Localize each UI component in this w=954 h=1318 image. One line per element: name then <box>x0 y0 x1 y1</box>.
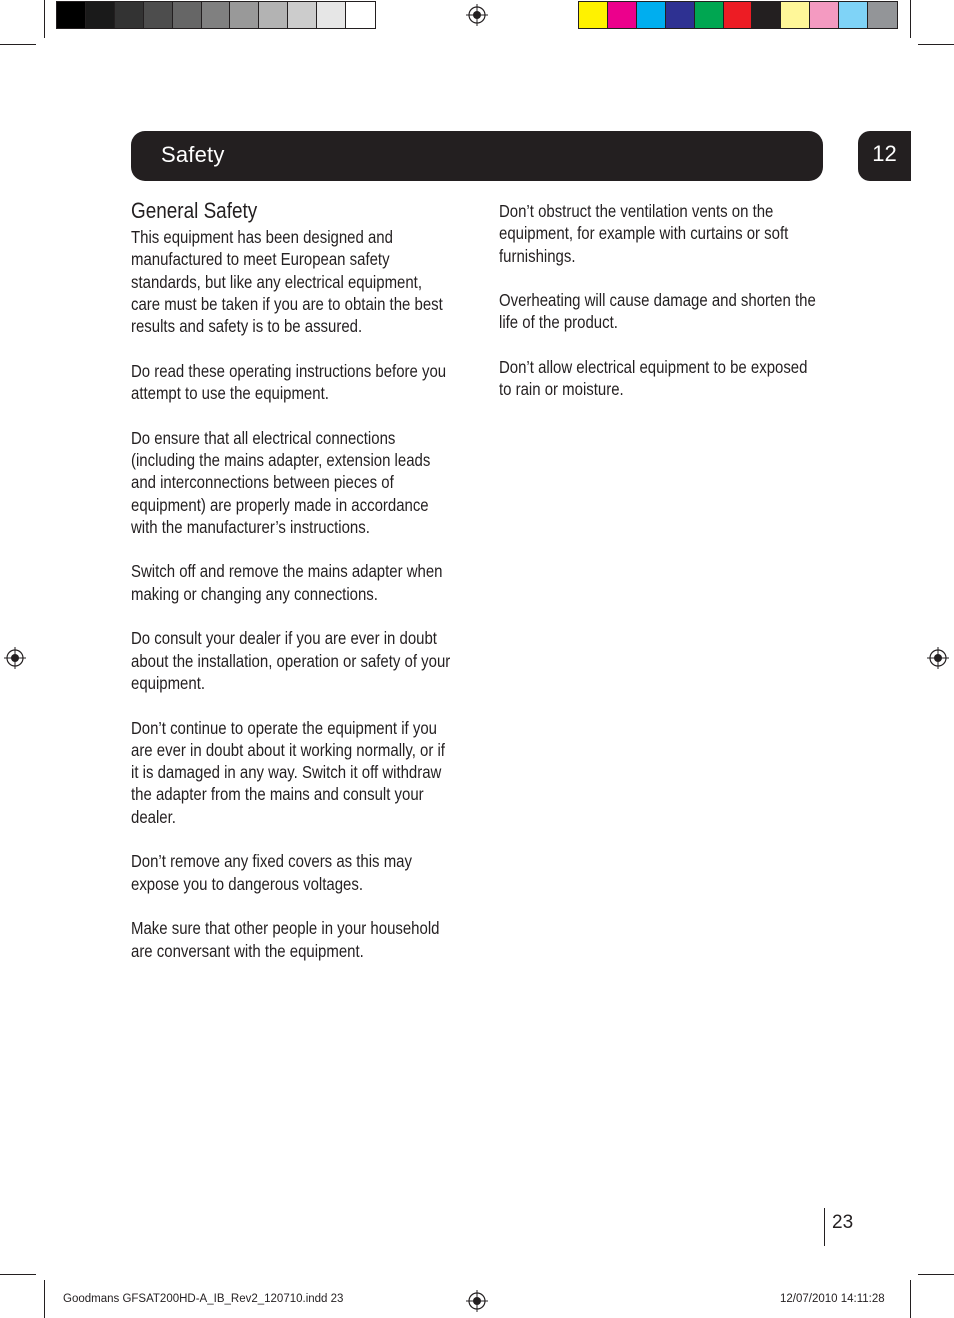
crop-mark <box>918 44 954 45</box>
color-swatch <box>781 2 810 28</box>
paragraph: Make sure that other people in your household are conversant with the equipment. <box>131 918 440 961</box>
paragraph: Don’t allow electrical equipment to be exposed to rain or moisture. <box>499 357 808 400</box>
crop-mark <box>44 1280 45 1318</box>
color-swatch <box>608 2 637 28</box>
chapter-number: 12 <box>872 141 897 166</box>
crop-mark <box>0 44 36 45</box>
color-swatch <box>86 2 115 28</box>
grayscale-color-bar <box>56 1 376 29</box>
registration-mark-icon <box>466 1290 488 1312</box>
crop-mark <box>44 0 45 38</box>
crop-mark <box>910 1280 911 1318</box>
color-swatch <box>230 2 259 28</box>
chapter-tab <box>858 131 911 181</box>
page-number: 23 <box>832 1212 854 1233</box>
paragraph: Don’t remove any fixed covers as this may expose you to dangerous voltages. <box>131 851 412 894</box>
page-number-rule <box>824 1208 825 1246</box>
crop-mark <box>918 1274 954 1275</box>
color-swatch <box>144 2 173 28</box>
color-swatch <box>317 2 346 28</box>
paragraph: Don’t obstruct the ventilation vents on the equipment, for example with curtains or soft furnishings. <box>499 201 789 266</box>
color-swatch <box>115 2 144 28</box>
color-swatch <box>346 2 375 28</box>
color-swatch <box>57 2 86 28</box>
color-swatch <box>752 2 781 28</box>
registration-mark-icon <box>927 647 949 669</box>
color-swatch <box>839 2 868 28</box>
color-swatch <box>579 2 608 28</box>
paragraph: Overheating will cause damage and shorten the life of the product. <box>499 290 816 333</box>
color-swatch <box>695 2 724 28</box>
section-header-bar <box>131 131 823 181</box>
color-swatch <box>288 2 317 28</box>
crop-mark <box>910 0 911 38</box>
section-title: Safety <box>161 142 225 167</box>
paragraph: Do consult your dealer if you are ever in doubt about the installation, operation or safety of your equipment. <box>131 628 451 693</box>
color-swatch <box>637 2 666 28</box>
paragraph: Do ensure that all electrical connections (including the mains adapter, extension leads and interconnections between pieces of equipment) are properly made in accordance with the manufacturer’s instructions. <box>131 427 431 537</box>
color-swatch <box>259 2 288 28</box>
process-color-bar <box>578 1 898 29</box>
color-swatch <box>868 2 897 28</box>
date-slug: 12/07/2010 14:11:28 <box>780 1293 885 1305</box>
color-swatch <box>173 2 202 28</box>
color-swatch <box>724 2 753 28</box>
file-slug: Goodmans GFSAT200HD-A_IB_Rev2_120710.indd 23 <box>63 1293 344 1305</box>
left-column <box>131 198 461 984</box>
registration-mark-icon <box>4 647 26 669</box>
general-safety-heading: General Safety <box>131 198 258 223</box>
registration-mark-icon <box>466 4 488 26</box>
paragraph: This equipment has been designed and manufactured to meet European safety standards, but like any electrical equipment, care must be taken if you are to obtain the best results and safety is to be assured. <box>131 227 443 337</box>
color-swatch <box>666 2 695 28</box>
color-swatch <box>202 2 231 28</box>
paragraph: Do read these operating instructions before you attempt to use the equipment. <box>131 360 447 404</box>
right-column <box>499 200 829 423</box>
paragraph: Switch off and remove the mains adapter when making or changing any connections. <box>131 561 443 604</box>
crop-mark <box>0 1274 36 1275</box>
color-swatch <box>810 2 839 28</box>
paragraph: Don’t continue to operate the equipment if you are ever in doubt about it working normally, or if it is damaged in any way. Switch it off withdraw the adapter from the mains and consult your dealer. <box>131 717 445 827</box>
